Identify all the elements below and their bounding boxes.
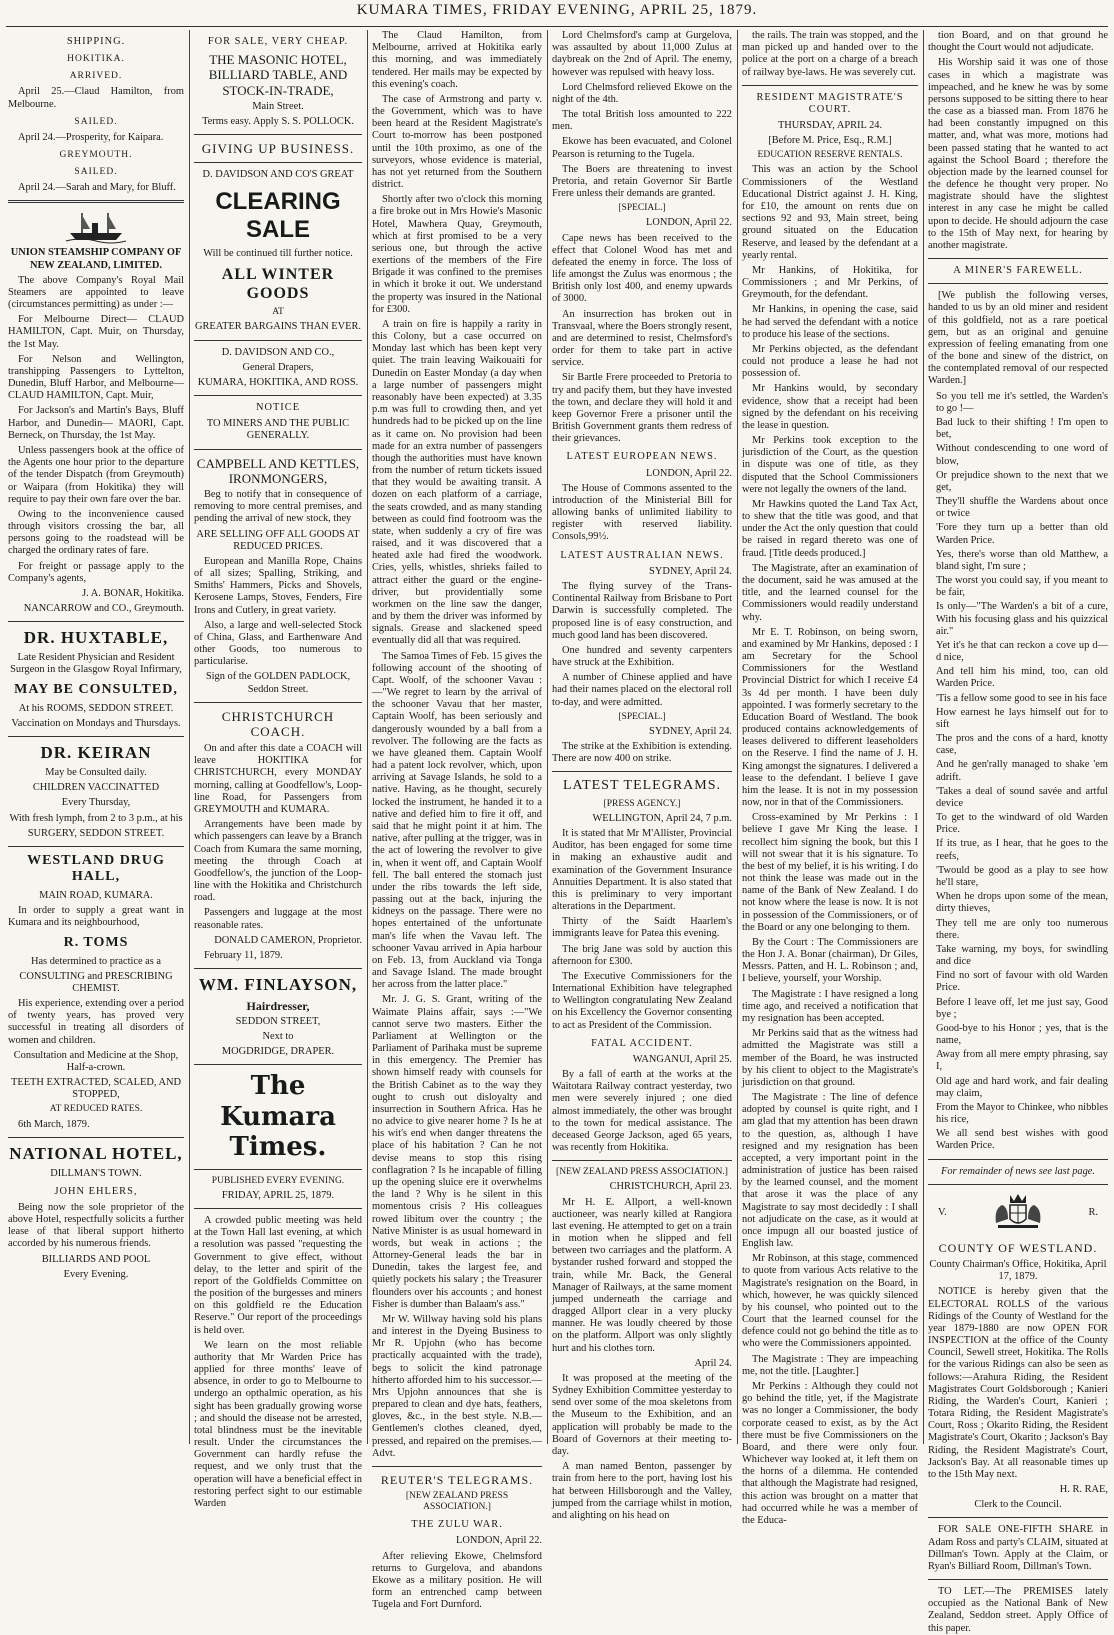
huxtable-text: Vaccination on Mondays and Thursdays.: [11, 717, 181, 729]
crest-icon: [988, 1191, 1048, 1235]
drug-hall-text: In order to supply a great want in Kumara and its neighbourhood,: [8, 904, 184, 928]
shipping-entry: April 24.—Sarah and Mary, for Bluff.: [18, 182, 176, 194]
crest-left-letter: V.: [938, 1206, 947, 1218]
notice-text: TO MINERS AND THE PUBLIC GENERALLY.: [206, 418, 350, 442]
article-paragraph: Mr Perkins said that as the witness had admitted the Magistrate was still a member of the Board, he was instructed by his client to object to the Magistrate's jurisdiction on that ground.: [742, 1028, 918, 1088]
article-paragraph: By the Court : The Commissioners are the Hon J. A. Bonar (chairman), Dr Giles, Messrs. Patten, and H. L. Robinson ; and, I believe, yourself, your Worship.: [742, 936, 918, 985]
campbell-kettles-text: European and Manilla Rope, Chains of all sizes; Spalling, Striking, and Smiths' Hammers, Picks and Shovels, Kerosene Lamps, Stoves, Fenders, Fire Irons and Cutlery, in great variety.: [194, 555, 362, 616]
article-paragraph: Mr Perkins : Although they could not go behind the title, yet, if the Magistrate was no longer a Commissioner, the body corporate ceased to exist, as by the Act there must be five Commissioners on the Board, and there were only four. Whichever way looked at, it left them on the horns of a dilemma. He contended that although the Magistrate had resigned, this action was brought on a matter that had occurred while he was a member of the Educa-: [742, 1380, 918, 1526]
poem-line: Bad luck to their shifting ! I'm open to bet,: [936, 416, 1108, 441]
poem-line: Yet it's he that can reckon a cove up d—d nice,: [936, 639, 1108, 664]
usc-text: Unless passengers book at the office of the Agents one hour prior to the departure of the tender Dispatch (from Greymouth) or Waipara (from Hokitika) they will require to pay their own fare over the bar.: [8, 444, 184, 505]
campbell-kettles-text: Also, a large and well-selected Stock of China, Glass, and Earthenware And other Goods, too numerous to particularise.: [194, 619, 362, 668]
poem-line: Yes, there's worse than old Matthew, a bland sight, I'm sure ;: [936, 548, 1108, 572]
masthead-rule: [6, 26, 1108, 27]
county-notice: NOTICE is hereby given that the ELECTORAL ROLLS of the various Ridings of the County of Westland for the year 1879-1880 are now OPEN FOR INSPECTION at the office of the County Council, Sewell street, Hokitika. The Rolls for the various Ridings can also be seen as follows:—Arahura Riding, the Resident Magistrates Court Goldsborough ; Kanieri Riding, the Warden's Court, Kanieri ; Totara Riding, the Resident Magistrate's Court, Ross ; Okarito Riding, the Resident Magistrate's Court, Okarito ; Jackson's Bay Riding, the Resident Magistrate's Court, Jackson's Bay. At all reasonable times up to the 15th May next.: [928, 1286, 1108, 1480]
poem-line: Or prejudice shown to the next that we get,: [936, 469, 1108, 493]
campbell-kettles-text: ARE SELLING OFF ALL GOODS AT REDUCED PRICES.: [196, 528, 360, 552]
court-before: [Before M. Price, Esq., R.M.]: [768, 135, 892, 147]
greymouth-heading: GREYMOUTH.: [59, 150, 133, 161]
poem-line: 'Tis a fellow some good to see in his face: [936, 692, 1107, 704]
hokitika-heading: HOKITIKA.: [67, 54, 125, 65]
divider: [928, 1159, 1108, 1160]
poem-line: 'Twould be good as a play to see how he'll stare,: [936, 864, 1108, 888]
article-paragraph: Lord Chelmsford's camp at Gurgelova, was assaulted by about 11,000 Zulus at daybreak on the 2nd of April. The enemy, however was repulsed with heavy loss.: [552, 30, 732, 78]
drug-hall-text: TEETH EXTRACTED, SCALED, AND STOPPED,: [11, 1077, 181, 1101]
article-paragraph: The strike at the Exhibition is extending. There are now 400 on strike.: [552, 740, 732, 765]
county-office: County Chairman's Office, Hokitika, April 17, 1879.: [929, 1258, 1107, 1283]
poem-line: They'll shuffle the Wardens about once or twice: [936, 496, 1108, 520]
davidson-text: GREATER BARGAINS THAN EVER.: [194, 321, 362, 333]
dateline: SYDNEY, April 24.: [649, 725, 732, 737]
winter-goods-heading: ALL WINTER GOODS: [221, 265, 335, 302]
article-paragraph: The Boers are threatening to invest Pretoria, and retain Governor Sir Bartle Frere unless their demands are granted.: [552, 163, 732, 200]
article-paragraph: The House of Commons assented to the introduction of the Ministerial Bill for allowing banks of unlimited liability to register with reserved liability. Consols,99½.: [552, 482, 732, 543]
poem-line: And tell him his mind, too, can old Warden Price.: [936, 666, 1108, 690]
dateline: WANGANUI, April 25.: [632, 1053, 732, 1065]
national-hotel-text: Every Evening.: [63, 1268, 129, 1280]
article-paragraph: A number of Chinese applied and have had their names placed on the electoral roll to-day, and were admitted.: [552, 672, 732, 708]
poem-line: If its true, as I hear, that he goes to the reefs,: [936, 838, 1108, 862]
farewell-heading: A MINER'S FAREWELL.: [953, 265, 1083, 277]
article-paragraph: Cross-examined by Mr Perkins : I believe I gave Mr King the lease. I recollect him signing the book, but this I will not swear that it is his signature. To the best of my belief, it is his writing. I do not think the lease was made out in the name of the Bank of New Zealand. I do not know where the lease is now. It is not in possession of the Commissioners, or of the Board or any one belonging to them.: [742, 812, 918, 933]
dateline: WELLINGTON, April 24, 7 p.m.: [592, 812, 732, 824]
european-news-heading: LATEST EUROPEAN NEWS.: [566, 451, 718, 463]
divider: [8, 200, 184, 203]
keiran-text: Every Thursday,: [61, 797, 131, 809]
poem-intro: [We publish the following verses, handed to us by an old miner and resident of this goldfield, not as a rare poetical gem, but as an original and genuine expression of feeling emanating from one of the bone and sinew of the district, on the contemplated removal of our respected Warden.]: [928, 290, 1108, 387]
masonic-text: Main Street.: [252, 100, 304, 112]
article-paragraph: The Magistrate, after an examination of the document, said he was amused at the title, and the learned counsel for the Commissioners would readily understand why.: [742, 562, 918, 623]
drug-hall-text: His experience, extending over a period of twenty years, has proved very successful in treating all disorders of women and children.: [8, 998, 184, 1046]
drug-hall-text: CONSULTING and PRESCRIBING CHEMIST.: [19, 970, 173, 994]
divider: [194, 1208, 362, 1209]
coach-text: Passengers and luggage at the most reasonable rates.: [194, 907, 362, 931]
sale-heading: FOR SALE, VERY CHEAP.: [207, 36, 349, 47]
finlayson-text: MOGDRIDGE, DRAPER.: [221, 1046, 335, 1058]
article-paragraph: Cape news has been received to the effect that Colonel Wood has met and defeated the enemy in force. The loss of life amongst the Zulus was enormous ; the British only lost 400, and enemy upwards of 3000.: [552, 232, 732, 305]
column-rule: [737, 30, 738, 1444]
divider: [194, 449, 362, 450]
usc-text: The above Company's Royal Mail Steamers are appointed to leave (circumstances permitting) as under :—: [8, 274, 184, 311]
national-hotel-owner: JOHN EHLERS,: [54, 1185, 138, 1197]
article-paragraph: The total British loss amounted to 222 men.: [552, 109, 732, 133]
column-2: [194, 30, 362, 1509]
huxtable-consult: MAY BE CONSULTED,: [14, 682, 178, 698]
poem-line: Before I leave off, let me just say, Good bye ;: [936, 996, 1108, 1020]
davidson-text: General Drapers,: [242, 361, 314, 373]
coach-text: On and after this date a COACH will leave HOKITIKA for CHRISTCHURCH, every MONDAY morning, calling at Goodfellow's, Loop-line Road, for Passengers from GREYMOUTH and KUMARA.: [194, 743, 362, 815]
drug-hall-date: 6th March, 1879.: [18, 1118, 90, 1130]
national-hotel-text: BILLIARDS AND POOL: [41, 1253, 151, 1265]
divider: [928, 1517, 1108, 1518]
keiran-text: SURGERY, SEDDON STREET.: [27, 827, 165, 839]
article-paragraph: Sir Bartle Frere proceeded to Pretoria to try and pacify them, but they have invested the town, and declare they will hold it and keep Governor Frere a prisoner until the British Government grants them redress of their grievances.: [552, 372, 732, 445]
poem-line: The pros and the cons of a hard, knotty case,: [936, 733, 1108, 757]
notice-heading: NOTICE: [255, 402, 301, 414]
coach-text: Arrangements have been made by which passengers can leave by a Branch Coach from Kumara the same morning, meeting the through Coach at Goodfellow's, the junction of the Loop-line with the Hokitika and Christchurch road.: [194, 819, 362, 904]
divider: [194, 134, 362, 135]
reuter-heading: REUTER'S TELEGRAMS.: [380, 1472, 534, 1487]
court-case-heading: EDUCATION RESERVE RENTALS.: [757, 150, 903, 161]
usc-text: For Melbourne Direct— CLAUD HAMILTON, Capt. Muir, on Thursday, the 1st May.: [8, 314, 184, 350]
article-paragraph: Mr. J. G. S. Grant, writing of the Waimate Plains affair, says :—"We cannot serve two masters. Either the Parliament at Wellington or the Parliament of Parihaka must be supreme in this emergency. The Premier has shown himself ready with counsels for the British Cabinet as to the way they ought to crush out disloyalty and insurrection in Southern Africa. Has he no advice to give nearer home ? Is he at his wit's end when danger threatens the place of his habitation ? Can he not devise means to stop this rising conflagration ? Is he incapable of filling up the opening sluice ere it overwhelms the land ? Why is he silent in this momentous crisis ? His colleagues rowed libitum over the country ; the Native Minister is as usual homeward in words, but weak in actions ; the Attorney-General leads the bar in Dunedin, takes the largest fee, and quietly pockets his salary ; the Treasurer flounders over his accounts ; and honest Fisher is dumber than Balaam's ass.": [372, 994, 542, 1310]
article-paragraph: The Samoa Times of Feb. 15 gives the following account of the shooting of Capt. Woolf, of the schooner Vavau :—"We regret to learn by the arrival of the schooner Vavau that her master, Captain Woolf, has been seriously and dangerously wounded by a ball from a revolver. The following are the facts as we have gleaned them. Captain Woolf had a patent lock revolver, which, upon arriving at Savage Islands, he sold to a native. Having, as he thought, securely locked the instrument, he handed it to a native and defied him to fire it off, and said that he might point it at him. The native, after pulling at the trigger, was in the act of lowering the revolver to give in, when it went off, and Captain Woolf fell. The ball entered the stomach just under the ribs towards the left side, passing out at the back, injuring the kidneys on the passage. There were no hopes entertained of the unfortunate man's life when the Vavau left. The schooner Vavau arrived in Apia harbour on Feb. 13, from Auckland via Tonga and Savage Island. The made brought her across from the latter place.": [372, 650, 542, 991]
article-paragraph: His Worship said it was one of those cases in which a magistrate was impeached, and he knew he was by some persons supposed to be sitting there to hear the case as a biassed man. From 1876 he had been constantly impugned on this matter, and, what was more, motions had been passed stating that he wanted to act against the School Board ; therefore the objection made by the learned counsel for the defence he thought very proper. No magistrate should have the slightest interest in any case he might be called upon to decide. He should adjourn the case to the 15th of May next, for hearing by another magistrate.: [928, 57, 1108, 251]
poem-line: Is only—"The Warden's a bit of a cure, With his focusing glass and his quizzical air.": [936, 601, 1108, 637]
article-paragraph: This was an action by the School Commissioners of the Westland Educational District against J. H. King, for £10, the amount on rents due on sections 92 and 93, Main street, being ground situated on the Education Reserve, and leased by the defendant at a yearly rental.: [742, 164, 918, 261]
arrived-label: ARRIVED.: [69, 71, 123, 82]
davidson-text: KUMARA, HOKITIKA, AND ROSS.: [197, 376, 359, 388]
coach-title: CHRISTCHURCH COACH.: [221, 708, 335, 739]
poem-line: How earnest he lays himself out for to sift: [936, 706, 1108, 730]
article-paragraph: Ekowe has been evacuated, and Colonel Pearson is returning to the Tugela.: [552, 136, 732, 160]
usc-text: For freight or passage apply to the Company's agents,: [8, 560, 184, 584]
article-paragraph: It is stated that Mr M'Allister, Provincial Auditor, has been engaged for some time in making an exhaustive audit and examination of the Government Insurance Annuities Department. It is also stated that this is preliminary to very important alterations in the Department.: [552, 827, 732, 913]
dateline: April 24.: [694, 1357, 732, 1369]
article-paragraph: It was proposed at the meeting of the Sydney Exhibition Committee yesterday to send over some of the moa skeletons from the Museum to the Exhibition, and an application will probably be made to the Board of Governors at their meeting to-day.: [552, 1372, 732, 1457]
remainder-note: For remainder of news see last page.: [940, 1165, 1095, 1177]
article-paragraph: The Magistrate : The line of defence adopted by counsel is quite right, and I am glad that my attention has been drawn to the question, as, although I have resigned and my resignation has been accepted, a very important point in the administration of justice has been raised by the learned counsel, and the moment that arose it was the place of any Magistrate to say most decidedly : I shall not adjudicate on the case, as it would at once impugn all our boasted justice of English law.: [742, 1092, 918, 1250]
usc-text: For Nelson and Wellington, transhipping Passengers to Lyttelton, Dunedin, Bluff Harbor, and Melbourne— CLAUD HAMILTON, Capt. Muir,: [8, 353, 184, 402]
column-5: [742, 30, 918, 1526]
usc-text: For Jackson's and Martin's Bays, Bluff Harbor, and Dunedin— MAORI, Capt. Berneck, on Thursday, the 1st May.: [8, 405, 184, 441]
sailed-label: SAILED.: [74, 116, 118, 127]
column-3: [372, 30, 542, 1611]
campbell-kettles-text: Beg to notify that in consequence of removing to more central premises, and pending the arrival of new stock, they: [194, 488, 362, 525]
giving-up-heading: GIVING UP BUSINESS.: [201, 141, 355, 157]
divider: [194, 162, 362, 163]
article-paragraph: The brig Jane was sold by auction this afternoon for £300.: [552, 943, 732, 967]
davidson-text: D. DAVIDSON AND CO.,: [221, 346, 335, 358]
coach-date: February 11, 1879.: [204, 949, 283, 961]
campbell-kettles-title: CAMPBELL AND KETTLES, IRONMONGERS,: [196, 455, 360, 486]
davidson-text: Will be continued till further notice.: [203, 247, 353, 259]
poem-line: Find no sort of favour with old Warden Price.: [936, 970, 1108, 994]
poem-line: Without condescending to one word of blow,: [936, 443, 1108, 467]
poem-line: From the Mayor to Chinkee, who nibbles his rice,: [936, 1101, 1108, 1126]
poem-line: When he drops upon some of the mean, dirty thieves,: [936, 891, 1108, 915]
divider: [8, 621, 184, 622]
divider: [8, 846, 184, 847]
poem-line: 'Takes a deal of sound savée and artful device: [936, 785, 1108, 809]
latest-telegrams-heading: LATEST TELEGRAMS.: [562, 778, 722, 794]
divider: [8, 1137, 184, 1138]
steamship-icon: [8, 209, 184, 243]
article-paragraph: The flying survey of the Trans-Continental Railway from Brisbane to Port Darwin is successfully completed. The proposed line is of easy construction, and much good land has been discovered.: [552, 580, 732, 641]
article-paragraph: Mr H. E. Allport, a well-known auctioneer, was nearly killed at Rangiora last evening. He attempted to get on a train in motion when he slipped and fell between two carriages and the platform. A bystander rushed forward and stopped the train, while Mr. Back, the General Manager of Railways, at the same moment jumped underneath the carriage and dragged Allport clear in a very plucky manner. He was loudly cheered by those on the platform. Allport was only slightly hurt and his clothes torn.: [552, 1196, 732, 1354]
county-heading: COUNTY OF WESTLAND.: [938, 1240, 1098, 1255]
article-paragraph: Mr Hankins would, by secondary evidence, show that a receipt had been signed by the defendant on his receiving the lease in question.: [742, 383, 918, 431]
column-1: [8, 30, 184, 1444]
divider: [194, 1064, 362, 1065]
masthead: KUMARA TIMES, FRIDAY EVENING, APRIL 25, 1879.: [356, 2, 758, 18]
finlayson-text: SEDDON STREET,: [235, 1015, 321, 1027]
usc-title: UNION STEAMSHIP COMPANY OF NEW ZEALAND, LIMITED.: [10, 247, 182, 271]
divider: [194, 395, 362, 396]
huxtable-text: Late Resident Physician and Resident Surgeon in the Glasgow Royal Infirmary,: [10, 652, 182, 676]
shipping-heading: SHIPPING.: [66, 36, 126, 47]
huxtable-title: DR. HUXTABLE,: [23, 628, 169, 648]
article-paragraph: Mr Hawkins quoted the Land Tax Act, to shew that the title was good, and that under the Act the only question that could be raised in regard thereto was one of fraud. [Title deeds produced.]: [742, 498, 918, 559]
sailed-label: SAILED.: [74, 167, 118, 178]
davidson-text: D. DAVIDSON AND CO'S GREAT: [202, 169, 354, 181]
drug-hall-text: Consultation and Medicine at the Shop, Half-a-crown.: [13, 1049, 179, 1073]
article-paragraph: Mr Perkins objected, as the defendant could not produce a lease he had not possession of.: [742, 343, 918, 380]
national-hotel-text: Being now the sole proprietor of the above Hotel, respectfully solicits a further lease of that liberal support hitherto accorded by his numerous friends.: [8, 1201, 184, 1250]
column-6: [928, 30, 1108, 1634]
special-label: [SPECIAL.]: [618, 711, 666, 722]
agent: J. A. BONAR, Hokitika.: [82, 587, 184, 599]
finlayson-text: Hairdresser,: [246, 998, 310, 1013]
article-paragraph: Mr E. T. Robinson, on being sworn, and examined by Mr Hankins, deposed : I am Secretary for the School Commissioners for the Westland Provincial District for which I receive £4 3s 4d per month. I have been duly appointed. I was formerly secretary to the Education Board of Westland. The book produced contains acknowledgements of leases delivered to different leaseholders on the Reserve. I find the name of J. H. King amongst the signatures. I delivered a lease to the defendant. I believe I gave him the lease. It is not in my possession now, nor in that of the Commissioners.: [742, 626, 918, 809]
published-line: PUBLISHED EVERY EVENING.: [211, 1175, 345, 1186]
masonic-title: THE MASONIC HOTEL, BILLIARD TABLE, AND STOCK-IN-TRADE,: [208, 52, 348, 98]
clerk-title: Clerk to the Council.: [974, 1499, 1062, 1511]
article-paragraph: The Magistrate : They are impeaching me, not the title. [Laughter.]: [742, 1353, 918, 1377]
dateline: LONDON, April 22.: [645, 217, 732, 229]
agency-line: [NEW ZEALAND PRESS ASSOCIATION.]: [556, 1167, 728, 1178]
column-rule: [189, 30, 190, 1444]
article-paragraph: Lord Chelmsford relieved Ekowe on the night of the 4th.: [552, 81, 732, 105]
divider: [194, 702, 362, 703]
divider: [8, 736, 184, 737]
campbell-kettles-text: Sign of the GOLDEN PADLOCK, Seddon Street.: [205, 671, 351, 695]
article-paragraph: Mr Hankins, of Hokitika, for Commissioners ; and Mr Perkins, of Greymouth, for the defendant.: [742, 264, 918, 301]
divider: [552, 771, 732, 772]
divider: [928, 1184, 1108, 1185]
article-paragraph: A man named Benton, passenger by train from here to the port, having lost his hat between Hillsborough and the Valley, jumped from the carriage whilst in motion, and alighting on his head on: [552, 1461, 732, 1521]
shipping-entry: April 24.—Prosperity, for Kaipara.: [18, 131, 164, 143]
royal-crest: [938, 1191, 1098, 1235]
article-paragraph: tion Board, and on that ground he thought the Court would not adjudicate.: [928, 30, 1108, 54]
court-date: THURSDAY, APRIL 24.: [777, 120, 883, 132]
divider: [928, 1579, 1108, 1580]
article-paragraph: A train on fire is happily a rarity in this Colony, but a case occurred on Monday last which has been kept very quiet. The train leaving Waikouaiti for Dunedin on Easter Monday (a day when a large number of passengers might reasonably have been expected) at 3.35 p.m was full to crowding then, and yet hundreds had to be picked up on the line as it came on. No provision had been made for an extra number of passengers though the authorities must have known from the number of return tickets issued that they would be awaiting transit. A dozen on each platform of a carriage, the seats crowded, and as many standing between as could find footroom was the state, when suddenly a cry of fire was raised, and it was discovered that a heated axle had fired the woodwork. Cries, yells, whistles, shrieks failed to attract either the guard or the engine-driver, but providentially some workmen on the line saw the danger, and by them the driver was informed by signals. Grease and slackened speed eventually did all that was required.: [372, 318, 542, 647]
keiran-title: DR. KEIRAN: [40, 743, 152, 763]
article-paragraph: The Magistrate : I have resigned a long time ago, and received a notification that my resignation has been accepted.: [742, 988, 918, 1024]
column-rule: [923, 30, 924, 1444]
special-label: [SPECIAL.]: [618, 203, 666, 214]
drug-hall-name: R. TOMS: [63, 935, 129, 951]
article-paragraph: Mr Robinson, at this stage, commenced to quote from various Acts relative to the Magistrate's resignation on the Board, in which, however, he was quickly silenced by his counsel, who pointed out to the Court that the learned counsel for the defence could not go behind the title as to who were the Commissioners appointed.: [742, 1253, 918, 1350]
article-paragraph: By a fall of earth at the works at the Waitotara Railway contract yesterday, two men were severely injured ; one died almost immediately, the other was brought to the town for medical assistance. The deceased George Jackson, aged 65 years, was recently from Hokitika.: [552, 1069, 732, 1154]
article-paragraph: Mr W. Willway having sold his plans and interest in the Dyeing Business to Mr R. Upjohn (who has become practically acquainted with the trade), begs to solicit the kind patronage hitherto afforded him to his successor.—Mrs Upjohn announces that she is prepared to clean and dye hats, feathers, gloves, &c., in the best style. N.B.—Gentlemen's clothes cleaned, dyed, pressed, and repaired on the premises.—Advt.: [372, 1313, 542, 1459]
paper-title: The Kumara Times.: [220, 1071, 336, 1163]
sale-notice: FOR SALE ONE-FIFTH SHARE in Adam Ross and party's CLAIM, situated at Dillman's Town. Apply at the Claim, or Ryan's Billiard Room, Dillman's Town.: [928, 1524, 1108, 1572]
divider: [742, 85, 918, 86]
dateline: SYDNEY, April 24.: [649, 565, 732, 577]
column-4: [552, 30, 732, 1521]
poem-line: They tell me are only too numerous there.: [936, 917, 1108, 941]
poem-line: So you tell me it's settled, the Warden's to go !—: [936, 390, 1108, 414]
keiran-text: CHILDREN VACCINATTED: [32, 782, 160, 794]
dateline: LONDON, April 22.: [455, 1535, 542, 1547]
article-paragraph: Thirty of the Saidt Haarlem's immigrants leave for Patea this evening.: [552, 916, 732, 940]
article-paragraph: Mr Perkins took exception to the jurisdiction of the Court, as the question in dispute was one of title, as they disputed that the School Commissioners were not legally the owners of the land.: [742, 435, 918, 495]
australian-news-heading: LATEST AUSTRALIAN NEWS.: [560, 549, 724, 561]
drug-hall-text: AT REDUCED RATES.: [49, 1104, 143, 1115]
poem-line: The worst you could say, if you meant to be fair,: [936, 575, 1108, 599]
crest-right-letter: R.: [1088, 1206, 1098, 1218]
divider: [552, 1160, 732, 1161]
coach-signature: DONALD CAMERON, Proprietor.: [214, 934, 362, 946]
agency-line: [NEW ZEALAND PRESS ASSOCIATION.]: [405, 1490, 509, 1513]
poem-line: Good-bye to his Honor ; yes, that is the name,: [936, 1022, 1108, 1047]
poem-line: We all send best wishes with good Warden Price.: [936, 1128, 1108, 1152]
poem-line: And he gen'rally managed to shake 'em adrift.: [936, 759, 1108, 783]
finlayson-text: Next to: [262, 1031, 294, 1043]
column-rule: [547, 30, 548, 1444]
keiran-text: With fresh lymph, from 2 to 3 p.m., at his: [9, 812, 183, 824]
masonic-text: Terms easy. Apply S. S. POLLOCK.: [202, 115, 354, 127]
article-paragraph: One hundred and seventy carpenters have struck at the Exhibition.: [552, 644, 732, 669]
article-paragraph: We learn on the most reliable authority that Mr Warden Price has applied for three months' leave of absence, in order to go to Melbourne to undergo an opthalmic operation, as his sight has been gradually growing worse ; and should the disease not be arrested, total blindness must be the inevitable result. Under the circumstances the Government can hardly refuse the request, and we only trust that the operation will have a beneficial effect in restoring perfect sight to our estimable Warden: [194, 1339, 362, 1509]
article-paragraph: the rails. The train was stopped, and the man picked up and handed over to the police at the port on a charge of a breach of railway bye-laws. He was severely cut.: [742, 30, 918, 78]
drug-hall-title: WESTLAND DRUG HALL,: [27, 852, 165, 885]
national-hotel-text: DILLMAN'S TOWN.: [50, 1167, 142, 1179]
zulu-heading: THE ZULU WAR.: [411, 1519, 503, 1531]
agency-line: [PRESS AGENCY.]: [603, 798, 681, 809]
national-hotel-title: NATIONAL HOTEL,: [9, 1143, 183, 1163]
to-let-notice: TO LET.—The PREMISES lately occupied as the National Bank of New Zealand, Seddon street. Apply Office of this paper.: [928, 1586, 1108, 1634]
poem-line: Take warning, my boys, for swindling and dice: [936, 943, 1108, 968]
clearing-sale-heading: CLEARING SALE: [215, 187, 341, 243]
edition-date: FRIDAY, APRIL 25, 1879.: [221, 1189, 335, 1201]
article-paragraph: After relieving Ekowe, Chelmsford returns to Gurgelova, and abandons Ekowe as a military position. He will form an entrenched camp between Tugela and Fort Durnford.: [372, 1550, 542, 1611]
poem-line: Away from all mere empty phrasing, say I,: [936, 1049, 1108, 1073]
article-paragraph: The Claud Hamilton, from Melbourne, arrived at Hokitika early this morning, and was immediately tendered. Her mails may be expected by this evening's coach.: [372, 30, 542, 90]
agent: NANCARROW and CO., Greymouth.: [23, 603, 184, 615]
article-paragraph: The case of Armstrong and party v. the Government, which was to have been heard at the Resident Magistrate's Court to-morrow has been postponed until the 10th proximo, as one of the surveyors, whose evidence is material, has not yet returned from the Southern district.: [372, 93, 542, 191]
divider: [372, 1466, 542, 1467]
divider: [194, 340, 362, 341]
huxtable-text: At his ROOMS, SEDDON STREET.: [18, 702, 174, 714]
clerk-name: H. R. RAE,: [1059, 1484, 1108, 1496]
article-paragraph: Shortly after two o'clock this morning a fire broke out in Mrs Howie's Masonic Hotel, Mawhera Quay, Greymouth, which at first promised to be a very serious one, but through the active exertions of the members of the Fire Brigade it was confined to the premises in which it broke it out. We understand the property was insured in the National for £300.: [372, 194, 542, 315]
poem-line: To get to the windward of old Warden Price.: [936, 812, 1108, 836]
poem-line: 'Fore they turn up a better than old Warden Price.: [936, 522, 1108, 546]
dateline: CHRISTCHURCH, April 23.: [609, 1181, 732, 1193]
divider: [194, 968, 362, 969]
fatal-accident-heading: FATAL ACCIDENT.: [591, 1037, 693, 1049]
shipping-entry: April 25.—Claud Hamilton, from Melbourne.: [8, 86, 184, 110]
keiran-text: May be Consulted daily.: [45, 767, 147, 779]
article-paragraph: A crowded public meeting was held at the Town Hall last evening, at which a resolution was passed "requesting the Government to give effect, without delay, to the letter and spirit of the report of the Goldfields Committee on the position of the burgesses and miners on this goldfield re the Education Reserve." Our report of the proceedings is held over.: [194, 1214, 362, 1336]
davidson-text: AT: [272, 307, 284, 318]
article-paragraph: Mr Hankins, in opening the case, said he had served the defendant with a notice to produce his lease of the sections.: [742, 304, 918, 340]
divider: [928, 258, 1108, 259]
poem-line: Old age and hard work, and fair dealing may claim,: [936, 1075, 1108, 1099]
article-paragraph: The Executive Commissioners for the International Exhibition have telegraphed to Wellington congratulating New Zealand on his Excellency the Governor consenting to act as President of the Commission.: [552, 970, 732, 1031]
drug-hall-text: Has determined to practice as a: [30, 955, 162, 967]
column-rule: [367, 30, 368, 1444]
usc-text: Owing to the inconvenience caused through visitors crossing the bar, all persons going to the roadstead will be charged the ordinary rates of fare.: [8, 508, 184, 557]
dateline: LONDON, April 22.: [645, 467, 732, 479]
drug-hall-text: MAIN ROAD, KUMARA.: [39, 889, 153, 901]
divider: [928, 283, 1108, 284]
article-paragraph: An insurrection has broken out in Transvaal, where the Boers strongly resent, and are determined to resist, Chelmsford's order for them to take part in active service.: [552, 308, 732, 369]
finlayson-title: WM. FINLAYSON,: [198, 975, 358, 995]
magistrates-court-heading: RESIDENT MAGISTRATE'S COURT.: [756, 91, 904, 115]
divider: [194, 1169, 362, 1170]
